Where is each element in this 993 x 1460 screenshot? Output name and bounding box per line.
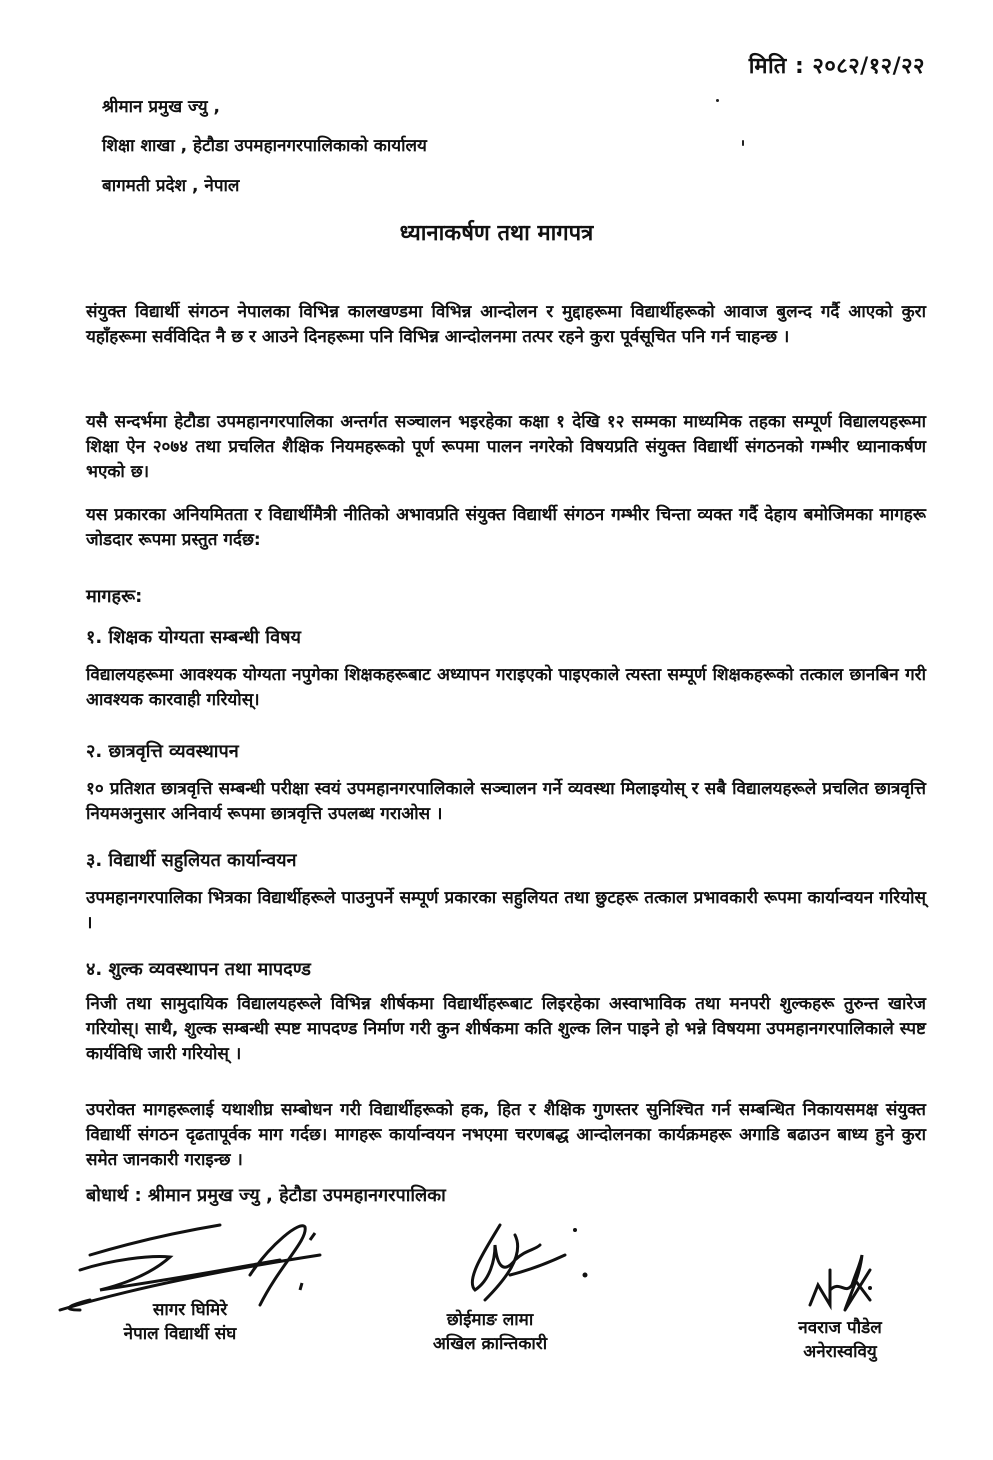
- signatory-2-organization: अखिल क्रान्तिकारी: [432, 1334, 548, 1354]
- signatory-1-name: सागर घिमिरे: [152, 1300, 228, 1320]
- intro-paragraph-1: संयुक्त विद्यार्थी संगठन नेपालका विभिन्न कालखण्डमा विभिन्न आन्दोलन र मुद्दाहरूमा विद्यार्थीहरूको आवाज बुलन्द गर्दै आएको कुरा यहाँहरूमा सर्वविदित नै छ र आउने दिनहरूमा पनि विभिन्न आन्दोलनमा तत्पर रहने कुरा पूर्वसूचित पनि गर्न चाहन्छ ।: [86, 302, 926, 347]
- signatory-1: [85, 1298, 275, 1346]
- letter-title: ध्यानाकर्षण तथा मागपत्र: [399, 221, 594, 246]
- signatory-2-name: छोईमाङ लामा: [446, 1310, 534, 1330]
- intro-paragraph-3: यस प्रकारका अनियमितता र विद्यार्थीमैत्री नीतिको अभावप्रति संयुक्त विद्यार्थी संगठन गम्भीर चिन्ता व्यक्त गर्दै देहाय बमोजिमका मागहरू जोडदार रूपमा प्रस्तुत गर्दछ:: [86, 505, 926, 550]
- addressee-line-3: बागमती प्रदेश , नेपाल: [102, 176, 240, 196]
- signatory-1-organization: नेपाल विद्यार्थी संघ: [123, 1324, 237, 1344]
- cc-line: बोधार्थ : श्रीमान प्रमुख ज्यु , हेटौडा उपमहानगरपालिका: [86, 1185, 446, 1206]
- signature-3-image: [800, 1250, 900, 1320]
- scan-speck: [716, 99, 719, 102]
- signatory-3: [770, 1316, 910, 1364]
- demand-1-heading: १. शिक्षक योग्यता सम्बन्धी विषय: [86, 627, 301, 648]
- scan-speck: [742, 140, 744, 146]
- demands-label: मागहरू:: [86, 586, 143, 607]
- signatory-3-name: नवराज पौडेल: [798, 1318, 882, 1338]
- closing-paragraph: उपरोक्त मागहरूलाई यथाशीघ्र सम्बोधन गरी विद्यार्थीहरूको हक, हित र शैक्षिक गुणस्तर सुनिश्चित गर्न सम्बन्धित निकायसमक्ष संयुक्त विद्यार्थी संगठन दृढतापूर्वक माग गर्दछ। मागहरू कार्यान्वयन नभएमा चरणबद्ध आन्दोलनका कार्यक्रमहरू अगाडि बढाउन बाध्य हुने कुरा समेत जानकारी गराइन्छ ।: [86, 1100, 926, 1170]
- demand-2-heading: २. छात्रवृत्ति व्यवस्थापन: [86, 741, 239, 762]
- demand-2-body: १० प्रतिशत छात्रवृत्ति सम्बन्धी परीक्षा स्वयं उपमहानगरपालिकाले सञ्चालन गर्ने व्यवस्था मिलाइयोस् र सबै विद्यालयहरूले प्रचलित छात्रवृत्ति नियमअनुसार अनिवार्य रूपमा छात्रवृत्ति उपलब्ध गराओस ।: [86, 779, 926, 824]
- demand-4-body: निजी तथा सामुदायिक विद्यालयहरूले विभिन्न शीर्षकमा विद्यार्थीहरूबाट लिइरहेका अस्वाभाविक तथा मनपरी शुल्कहरू तुरुन्त खारेज गरियोस्। साथै, शुल्क सम्बन्धी स्पष्ट मापदण्ड निर्माण गरी कुन शीर्षकमा कति शुल्क लिन पाइने हो भन्ने विषयमा उपमहानगरपालिकाले स्पष्ट कार्यविधि जारी गरियोस् ।: [86, 994, 926, 1064]
- signatory-3-organization: अनेरास्ववियु: [803, 1342, 877, 1362]
- signature-2-image: [455, 1220, 595, 1310]
- demand-3-heading: ३. विद्यार्थी सहुलियत कार्यान्वयन: [86, 850, 297, 871]
- addressee-line-1: श्रीमान प्रमुख ज्यु ,: [102, 97, 220, 117]
- addressee-line-2: शिक्षा शाखा , हेटौडा उपमहानगरपालिकाको कार्यालय: [102, 136, 427, 156]
- demand-4-heading: ४. शुल्क व्यवस्थापन तथा मापदण्ड: [86, 959, 311, 980]
- intro-paragraph-2: यसै सन्दर्भमा हेटौडा उपमहानगरपालिका अन्तर्गत सञ्चालन भइरहेका कक्षा १ देखि १२ सम्मका माध्यमिक तहका सम्पूर्ण विद्यालयहरूमा शिक्षा ऐन २०७४ तथा प्रचलित शैक्षिक नियमहरूको पूर्ण रूपमा पालन नगरेको विषयप्रति संयुक्त विद्यार्थी संगठनको गम्भीर ध्यानाकर्षण भएको छ।: [86, 412, 926, 482]
- demand-3-body: उपमहानगरपालिका भित्रका विद्यार्थीहरूले पाउनुपर्ने सम्पूर्ण प्रकारका सहुलियत तथा छुटहरू तत्काल प्रभावकारी रूपमा कार्यान्वयन गरियोस् ।: [86, 888, 926, 933]
- demand-1-body: विद्यालयहरूमा आवश्यक योग्यता नपुगेका शिक्षकहरूबाट अध्यापन गराइएको पाइएकाले त्यस्ता सम्पूर्ण शिक्षकहरूको तत्काल छानबिन गरी आवश्यक कारवाही गरियोस्।: [86, 665, 926, 710]
- letter-date: मिति : २०८२/१२/२२: [748, 54, 925, 79]
- signatory-2: [415, 1308, 565, 1356]
